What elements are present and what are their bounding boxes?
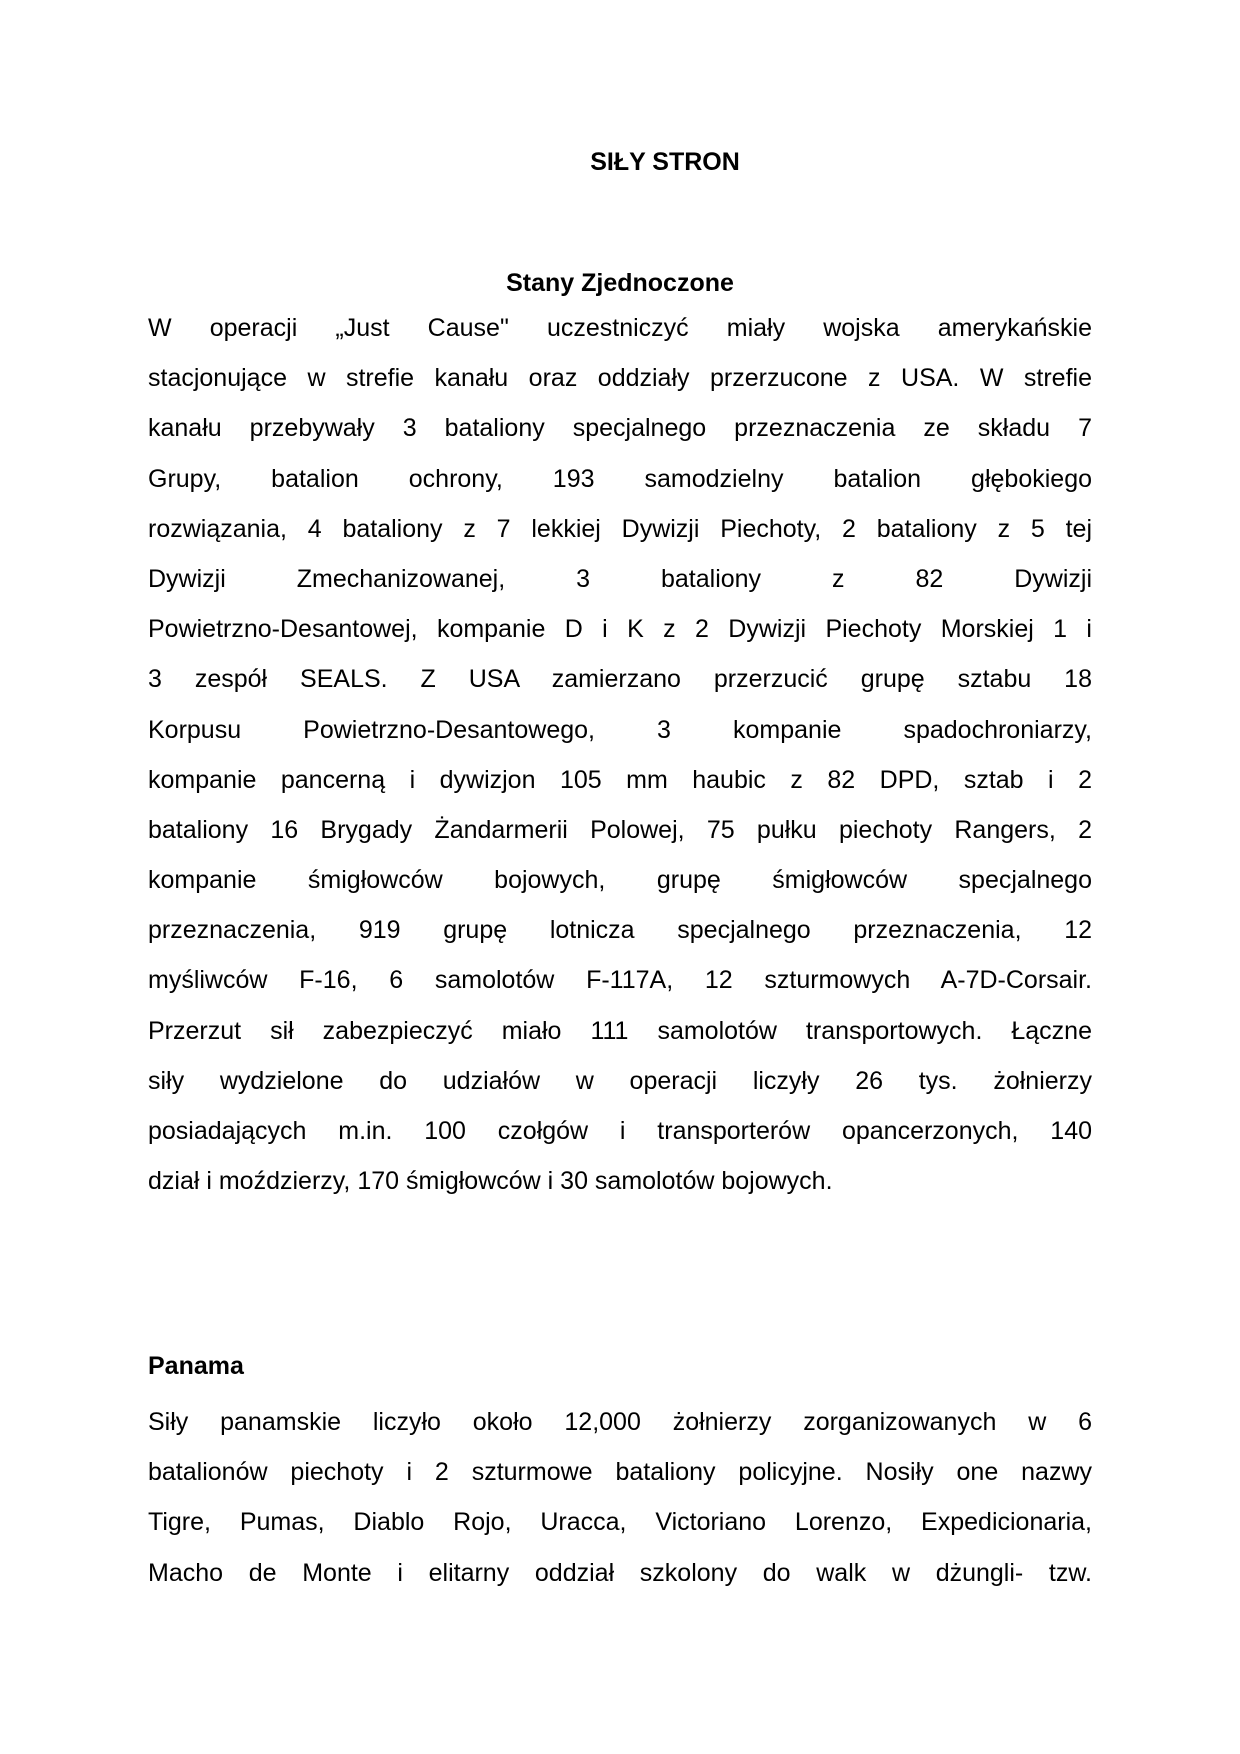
paragraph-usa [148,303,1092,1206]
paragraph-line: Tigre, Pumas, Diablo Rojo, Uracca, Victoriano Lorenzo, Expedicionaria, [148,1508,1092,1537]
document-title: SIŁY STRON [590,148,740,176]
paragraph-line: przeznaczenia, 919 grupę lotnicza specjalnego przeznaczenia, 12 [148,916,1092,945]
paragraph-line: Powietrzno-Desantowej, kompanie D i K z 2 Dywizji Piechoty Morskiej 1 i [148,615,1092,644]
paragraph-line: siły wydzielone do udziałów w operacji liczyły 26 tys. żołnierzy [148,1066,1092,1095]
paragraph-line: Korpusu Powietrzno-Desantowego, 3 kompanie spadochroniarzy, [148,715,1092,744]
paragraph-line: Macho de Monte i elitarny oddział szkolony do walk w dżungli- tzw. [148,1558,1092,1587]
paragraph-line: Siły panamskie liczyło około 12,000 żołnierzy zorganizowanych w 6 [148,1408,1092,1436]
section-heading-panama: Panama [148,1352,244,1380]
paragraph-panama [148,1397,1092,1598]
paragraph-line: dział i moździerzy, 170 śmigłowców i 30 samolotów bojowych. [148,1167,833,1196]
paragraph-line: Przerzut sił zabezpieczyć miało 111 samolotów transportowych. Łączne [148,1016,1092,1045]
paragraph-line: 3 zespół SEALS. Z USA zamierzano przerzucić grupę sztabu 18 [148,665,1092,694]
paragraph-line: kompanie śmigłowców bojowych, grupę śmigłowców specjalnego [148,866,1092,895]
paragraph-line: stacjonujące w strefie kanału oraz oddziały przerzucone z USA. W strefie [148,364,1092,393]
paragraph-line: Grupy, batalion ochrony, 193 samodzielny batalion głębokiego [148,464,1092,493]
paragraph-line: kompanie pancerną i dywizjon 105 mm haubic z 82 DPD, sztab i 2 [148,765,1092,794]
paragraph-line: rozwiązania, 4 bataliony z 7 lekkiej Dywizji Piechoty, 2 bataliony z 5 tej [148,514,1092,543]
paragraph-line: myśliwców F-16, 6 samolotów F-117A, 12 szturmowych A-7D-Corsair. [148,966,1092,995]
paragraph-line: posiadających m.in. 100 czołgów i transporterów opancerzonych, 140 [148,1117,1092,1145]
paragraph-line: bataliony 16 Brygady Żandarmerii Polowej, 75 pułku piechoty Rangers, 2 [148,815,1092,844]
paragraph-line: batalionów piechoty i 2 szturmowe bataliony policyjne. Nosiły one nazwy [148,1458,1092,1487]
paragraph-line: Dywizji Zmechanizowanej, 3 bataliony z 82 Dywizji [148,564,1092,593]
paragraph-line: kanału przebywały 3 bataliony specjalnego przeznaczenia ze składu 7 [148,414,1092,443]
section-heading-usa: Stany Zjednoczone [506,269,734,297]
paragraph-line: W operacji „Just Cause" uczestniczyć miały wojska amerykańskie [148,314,1092,342]
